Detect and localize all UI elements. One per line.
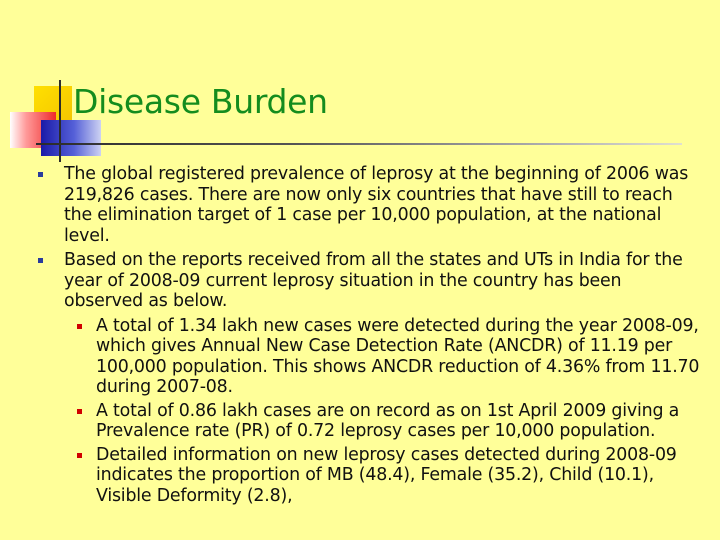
bullet-item xyxy=(64,164,704,246)
bullet-list xyxy=(0,164,720,509)
bullet-item xyxy=(64,250,704,312)
bullet-text: The global registered prevalence of leprosy at the beginning of 2006 was 219,826 cases. There are now only six countries that have still to reach the elimination target of 1 case per 10,000 population, at the national level. xyxy=(64,164,689,246)
slide-title: Disease Burden xyxy=(73,82,328,121)
sub-bullet-square-icon xyxy=(77,453,82,458)
sub-bullet-text: A total of 1.34 lakh new cases were detected during the year 2008-09, which gives Annual New Case Detection Rate (ANCDR) of 11.19 per 100,000 population. This shows ANCDR reduction of 4.36% from 11.70 during 2007-08. xyxy=(96,315,700,397)
bullet-text: Based on the reports received from all the states and UTs in India for the year of 2008-09 current leprosy situation in the country has been observed as below. xyxy=(64,250,683,311)
bullet-square-icon xyxy=(38,172,43,177)
decorative-vertical-line xyxy=(59,80,61,162)
bullet-square-icon xyxy=(38,258,43,263)
title-underline xyxy=(36,143,682,145)
sub-bullet-square-icon xyxy=(77,324,82,329)
sub-bullet-item xyxy=(96,316,702,398)
sub-bullet-text: A total of 0.86 lakh cases are on record as on 1st April 2009 giving a Prevalence rate (PR) of 0.72 leprosy cases per 10,000 population. xyxy=(96,400,680,441)
decorative-blue-square xyxy=(41,120,101,156)
sub-bullet-square-icon xyxy=(77,409,82,414)
sub-bullet-text: Detailed information on new leprosy cases detected during 2008-09 indicates the proportion of MB (48.4), Female (35.2), Child (10.1), Visible Deformity (2.8), xyxy=(96,444,677,506)
sub-bullet-item xyxy=(96,401,702,442)
sub-bullet-item xyxy=(96,445,702,507)
